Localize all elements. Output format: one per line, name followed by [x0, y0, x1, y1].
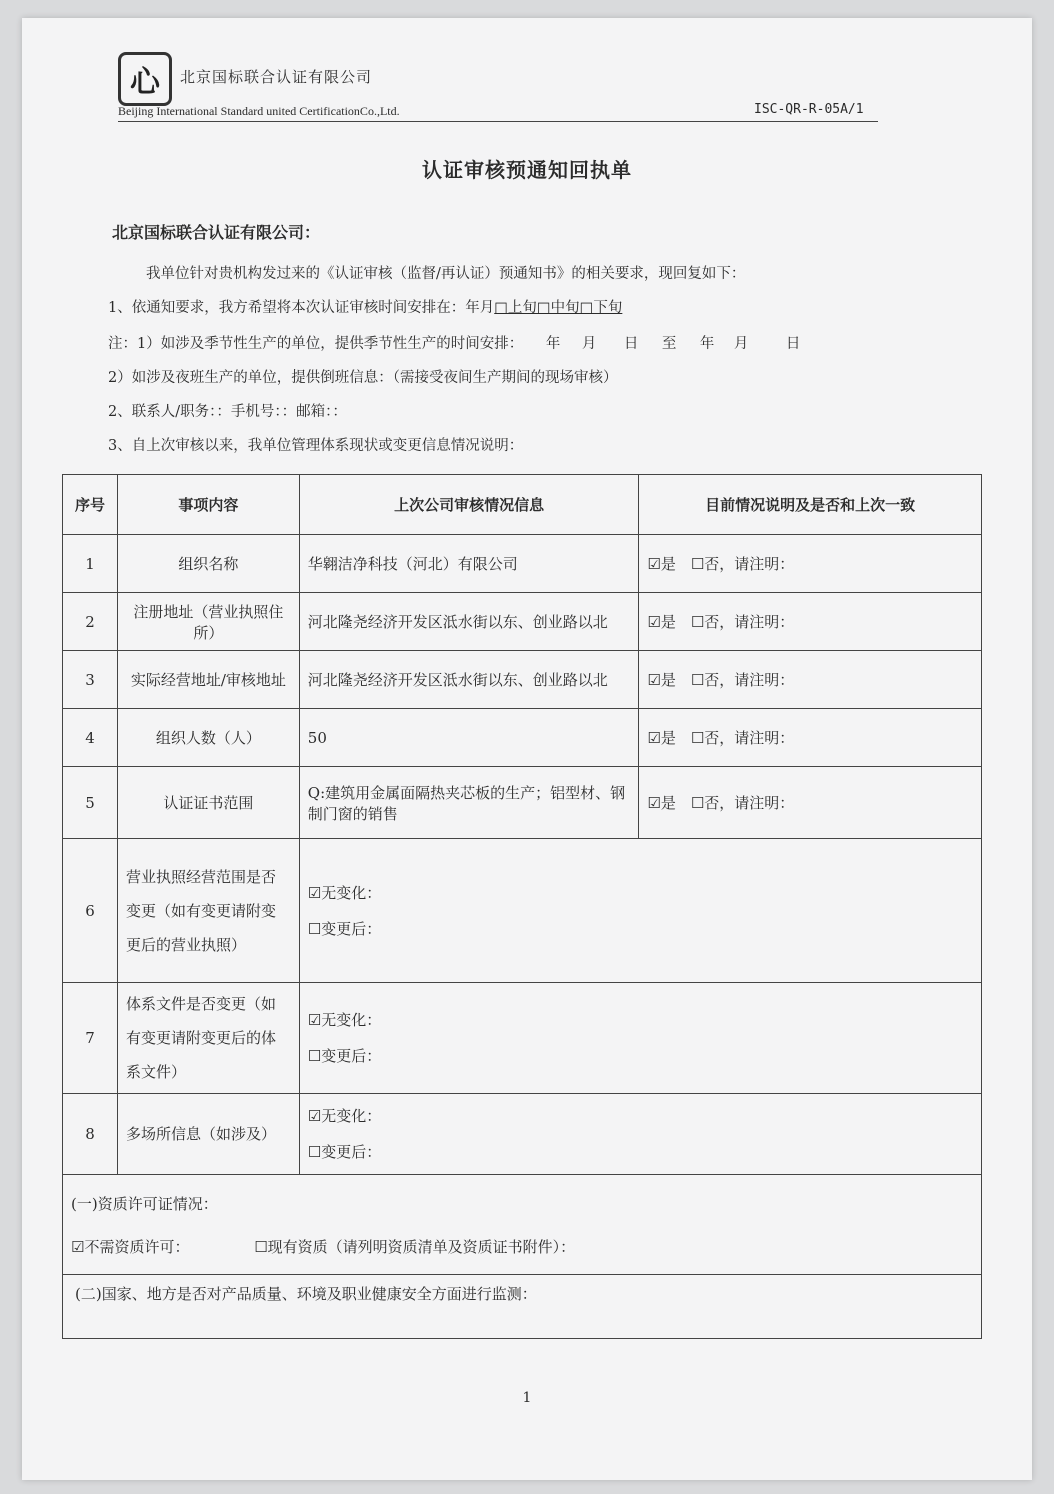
row-info: 50 — [299, 709, 639, 767]
table-row — [63, 535, 982, 593]
info-table — [62, 474, 982, 1339]
row-info: 河北隆尧经济开发区泜水街以东、创业路以北 — [299, 593, 639, 651]
row-info: 河北隆尧经济开发区泜水街以东、创业路以北 — [299, 651, 639, 709]
row-no: 2 — [63, 593, 118, 651]
date-year-start: 年 — [545, 336, 561, 352]
header-item: 事项内容 — [117, 475, 299, 535]
row-item: 营业执照经营范围是否变更（如有变更请附变更后的营业执照） — [117, 839, 299, 983]
table-row — [63, 651, 982, 709]
row-item: 实际经营地址/审核地址 — [117, 651, 299, 709]
item-1 — [108, 296, 622, 317]
row-no: 3 — [63, 651, 118, 709]
changed-option: ☐变更后： — [307, 1143, 382, 1161]
page-number: 1 — [522, 1390, 532, 1406]
qualification-title: (一)资质许可证情况： — [71, 1194, 218, 1213]
no-qualification-option: ☑不需资质许可： — [71, 1237, 190, 1256]
changed-option: ☐变更后： — [307, 919, 382, 938]
row-item: 组织人数（人） — [117, 709, 299, 767]
monitoring-row — [63, 1275, 982, 1339]
header-divider — [118, 121, 878, 122]
monitoring-cell: (二)国家、地方是否对产品质量、环境及职业健康安全方面进行监测： — [63, 1275, 982, 1339]
date-day-start: 日 — [623, 336, 639, 352]
header-current-status: 目前情况说明及是否和上次一致 — [639, 475, 982, 535]
row-status: ☑是 ☐否，请注明： — [639, 651, 982, 709]
row-info: 华翱洁净科技（河北）有限公司 — [299, 535, 639, 593]
table-row — [63, 767, 982, 839]
row-no: 7 — [63, 983, 118, 1094]
row-no: 6 — [63, 839, 118, 983]
row-info: Q:建筑用金属面隔热夹芯板的生产；铝型材、钢制门窗的销售 — [299, 767, 639, 839]
document-code: ISC-QR-R-05A/1 — [754, 102, 864, 117]
table-header-row — [63, 475, 982, 535]
table-row — [63, 839, 982, 983]
date-to: 至 — [661, 336, 677, 352]
table-row — [63, 1094, 982, 1175]
date-day-end: 日 — [785, 336, 801, 352]
unchanged-option: ☑无变化： — [307, 1107, 382, 1125]
item-2-contact: 2、联系人/职务：：手机号：：邮箱：： — [108, 404, 347, 420]
header-previous-info: 上次公司审核情况信息 — [299, 475, 639, 535]
qualification-row — [63, 1175, 982, 1275]
qualification-cell — [63, 1175, 982, 1275]
row-no: 1 — [63, 535, 118, 593]
row-no: 5 — [63, 767, 118, 839]
row-change-status — [299, 1094, 981, 1175]
document-page — [22, 18, 1032, 1480]
note-1 — [108, 332, 804, 353]
date-month-end: 月 — [733, 336, 749, 352]
date-month-start: 月 — [581, 336, 597, 352]
row-change-status — [299, 839, 981, 983]
date-year-end: 年 — [699, 336, 715, 352]
row-status: ☑是 ☐否，请注明： — [639, 709, 982, 767]
item-1-text: 1、依通知要求，我方希望将本次认证审核时间安排在：年月 — [108, 300, 495, 316]
row-item: 组织名称 — [117, 535, 299, 593]
note-1-text: 注：1）如涉及季节性生产的单位，提供季节性生产的时间安排： — [108, 336, 524, 352]
company-logo — [118, 52, 172, 106]
addressee: 北京国标联合认证有限公司： — [112, 223, 321, 242]
row-change-status — [299, 983, 981, 1094]
row-item: 多场所信息（如涉及） — [117, 1094, 299, 1175]
intro-paragraph: 我单位针对贵机构发过来的《认证审核（监督/再认证）预通知书》的相关要求，现回复如下： — [146, 266, 746, 282]
row-status: ☑是 ☐否，请注明： — [639, 767, 982, 839]
row-status: ☑是 ☐否，请注明： — [639, 593, 982, 651]
unchanged-option: ☑无变化： — [307, 883, 382, 902]
row-no: 4 — [63, 709, 118, 767]
logo-mark: 心 — [130, 65, 160, 100]
seasonal-date-range — [532, 332, 804, 353]
changed-option: ☐变更后： — [307, 1047, 382, 1065]
table-row — [63, 983, 982, 1094]
table-row — [63, 593, 982, 651]
row-item: 认证证书范围 — [117, 767, 299, 839]
note-2: 2）如涉及夜班生产的单位，提供倒班信息：（需接受夜间生产期间的现场审核） — [108, 370, 618, 386]
header-no: 序号 — [63, 475, 118, 535]
unchanged-option: ☑无变化： — [307, 1011, 382, 1029]
item-3: 3、自上次审核以来，我单位管理体系现状或变更信息情况说明： — [108, 438, 524, 454]
row-status: ☑是 ☐否，请注明： — [639, 535, 982, 593]
company-name-en: Beijing International Standard united CertificationCo.,Ltd. — [118, 104, 400, 118]
document-title: 认证审核预通知回执单 — [422, 158, 632, 182]
company-name-cn: 北京国标联合认证有限公司 — [180, 68, 373, 86]
has-qualification-option: ☐现有资质（请列明资质清单及资质证书附件）： — [254, 1237, 576, 1256]
row-item: 注册地址（营业执照住所） — [117, 593, 299, 651]
schedule-options: □上旬□中旬□下旬 — [494, 300, 623, 316]
qualification-options — [71, 1236, 973, 1257]
table-row — [63, 709, 982, 767]
row-item: 体系文件是否变更（如有变更请附变更后的体系文件） — [117, 983, 299, 1094]
row-no: 8 — [63, 1094, 118, 1175]
